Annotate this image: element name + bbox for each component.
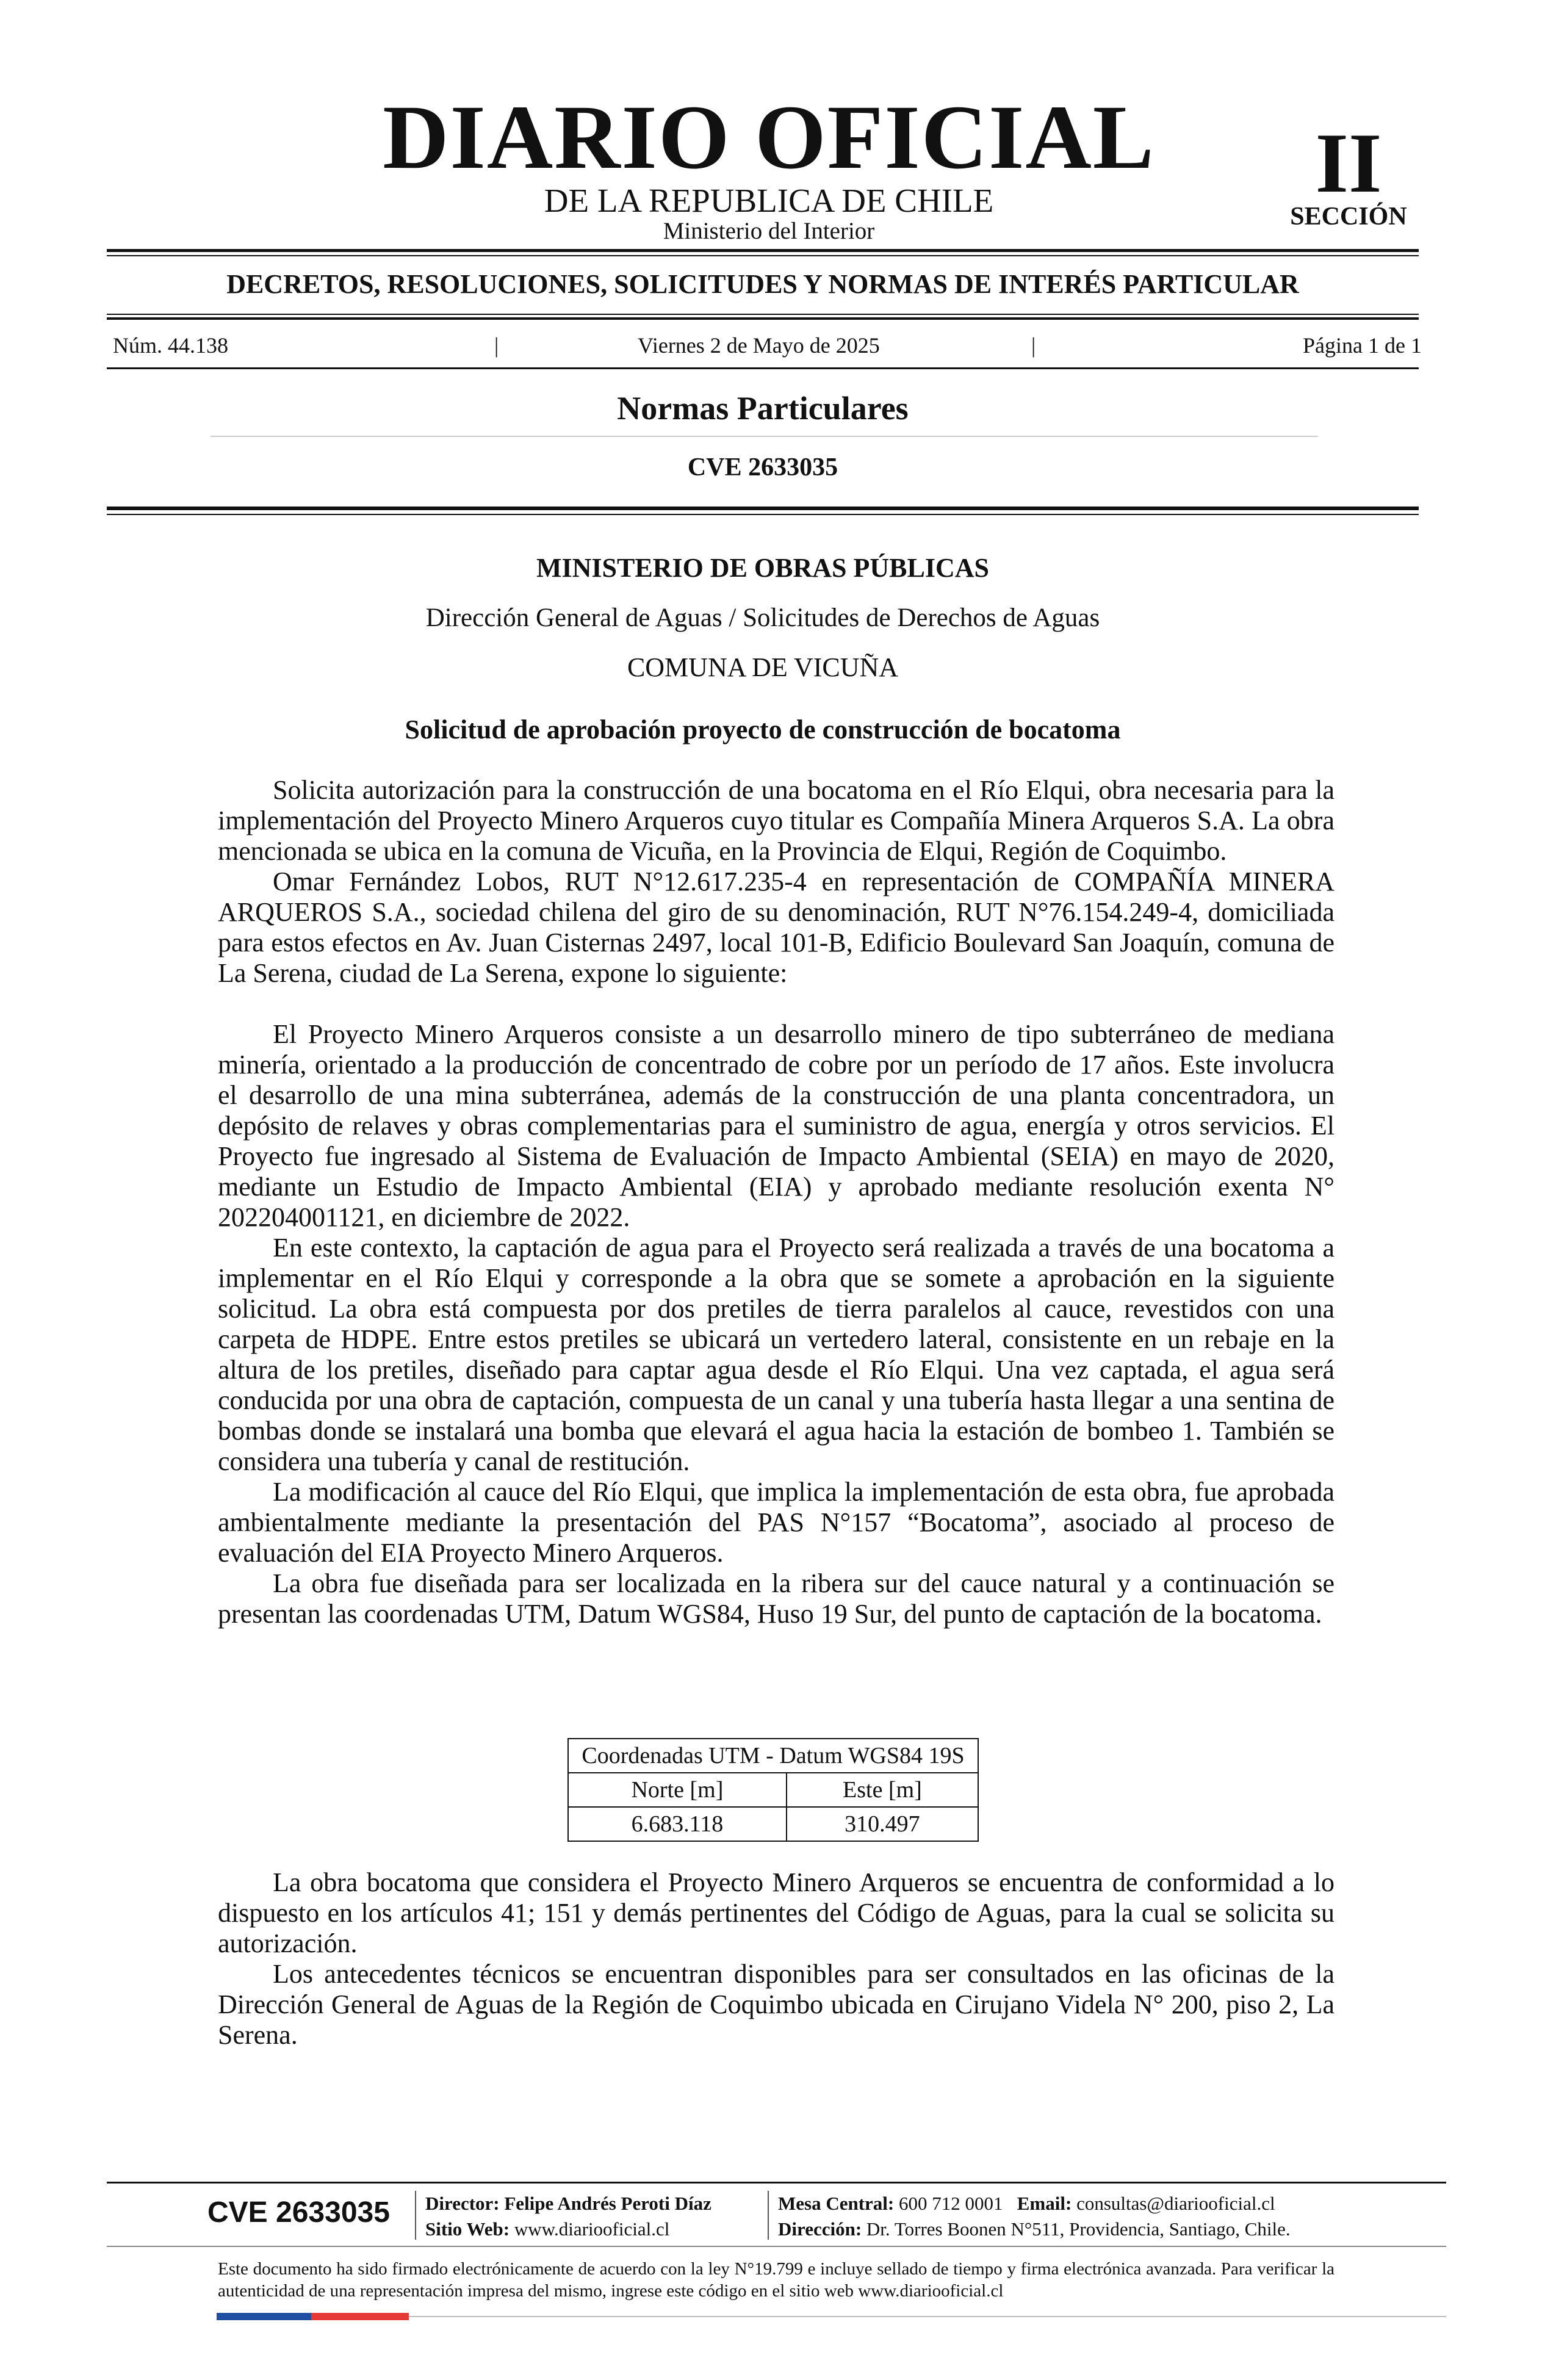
site-label: Sitio Web: xyxy=(425,2218,510,2240)
issue-separator: | xyxy=(494,333,499,358)
category-divider xyxy=(211,436,1318,437)
legal-notice: Este documento ha sido firmado electrónicamente de acuerdo con la ley N°19.799 e incluye sellado de tiempo y firma electrónica avanzada. Para verificar la autenticidad de una representación impresa del mismo, ingrese este código en el sitio web www.diariooficial.cl xyxy=(218,2259,1334,2301)
banner-rule-bottom-thick xyxy=(107,317,1419,320)
footer-rule-bottom xyxy=(107,2246,1446,2247)
footer-contact-left xyxy=(425,2191,711,2242)
header-rule-thick xyxy=(107,249,1419,252)
ministry-heading: MINISTERIO DE OBRAS PÚBLICAS xyxy=(536,553,990,583)
newspaper-subtitle: DE LA REPUBLICA DE CHILE xyxy=(544,182,994,219)
table-row xyxy=(568,1739,978,1773)
issue-rule xyxy=(107,367,1419,369)
comuna-heading: COMUNA DE VICUÑA xyxy=(627,652,899,682)
director-label: Director: xyxy=(425,2193,500,2214)
table-header-cell: Este [m] xyxy=(787,1773,978,1807)
table-row xyxy=(568,1807,978,1841)
mesa-phone: 600 712 0001 xyxy=(899,2193,1003,2214)
document-title: Solicitud de aprobación proyecto de construcción de bocatoma xyxy=(405,715,1121,745)
document-body-closing xyxy=(218,1867,1334,2050)
section-label: SECCIÓN xyxy=(1290,203,1407,231)
category-title: Normas Particulares xyxy=(617,390,909,427)
table-row xyxy=(568,1773,978,1807)
newspaper-title: DIARIO OFICIAL xyxy=(383,87,1155,188)
issue-number: Núm. 44.138 xyxy=(113,333,228,358)
address-label: Dirección: xyxy=(778,2218,862,2240)
footer-contact-right xyxy=(778,2191,1291,2242)
body-paragraph: La obra fue diseñada para ser localizada en la ribera sur del cauce natural y a continuación se presentan las coordenadas UTM, Datum WGS84, Huso 19 Sur, del punto de captación de la bocatoma. xyxy=(218,1568,1334,1629)
direction-heading: Dirección General de Aguas / Solicitudes de Derechos de Aguas xyxy=(425,604,1100,632)
body-paragraph: El Proyecto Minero Arqueros consiste a un desarrollo minero de tipo subterráneo de mediana minería, orientado a la producción de concentrado de cobre por un período de 17 años. Este involucra el desarrollo de una mina subterránea, además de la construcción de una planta concentradora, un depósito de relaves y obras complementarias para el suministro de agua, energía y otros servicios. El Proyecto fue ingresado al Sistema de Evaluación de Impacto Ambiental (SEIA) en mayo de 2020, mediante un Estudio de Impacto Ambiental (EIA) y aprobado mediante resolución exenta N° 202204001121, en diciembre de 2022. xyxy=(218,1019,1334,1232)
banner-rule-bottom-thin xyxy=(107,314,1419,315)
issue-page: Página 1 de 1 xyxy=(1303,333,1422,358)
coordinates-table xyxy=(567,1738,979,1842)
section-banner: DECRETOS, RESOLUCIONES, SOLICITUDES Y NORMAS DE INTERÉS PARTICULAR xyxy=(226,269,1299,299)
document-body xyxy=(218,775,1334,1629)
flag-bar-line xyxy=(409,2316,1446,2317)
cve-rule-thick xyxy=(107,507,1419,510)
email-label: Email: xyxy=(1017,2193,1072,2214)
body-paragraph: En este contexto, la captación de agua para el Proyecto será realizada a través de una bocatoma a implementar en el Río Elqui y corresponde a la obra que se somete a aprobación en la siguiente solicitud. La obra está compuesta por dos pretiles de tierra paralelos al cauce, revestidos con una carpeta de HDPE. Entre estos pretiles se ubicará un vertedero lateral, consistente en un rebaje en la altura de los pretiles, diseñado para captar agua desde el Río Elqui. Una vez captada, el agua será conducida por una obra de captación, compuesta de un canal y una tubería hasta llegar a una sentina de bombas donde se instalará una bomba que elevará el agua hacia la estación de bombeo 1. También se considera una tubería y canal de restitución. xyxy=(218,1233,1334,1476)
mesa-label: Mesa Central: xyxy=(778,2193,895,2214)
body-paragraph: La modificación al cauce del Río Elqui, que implica la implementación de esta obra, fue aprobada ambientalmente mediante la presentación del PAS N°157 “Bocatoma”, asociado al proceso de evaluación del EIA Proyecto Minero Arqueros. xyxy=(218,1477,1334,1568)
issue-date: Viernes 2 de Mayo de 2025 xyxy=(638,333,880,358)
footer-divider xyxy=(768,2191,769,2240)
masthead xyxy=(342,87,1196,245)
section-indicator xyxy=(1269,116,1428,231)
site-link[interactable]: www.diariooficial.cl xyxy=(514,2218,670,2240)
table-header-cell: Norte [m] xyxy=(568,1773,787,1807)
table-cell: 310.497 xyxy=(787,1807,978,1841)
body-paragraph: Solicita autorización para la construcción de una bocatoma en el Río Elqui, obra necesaria para la implementación del Proyecto Minero Arqueros cuyo titular es Compañía Minera Arqueros S.A. La obra mencionada se ubica en la comuna de Vicuña, en la Provincia de Elqui, Región de Coquimbo. xyxy=(218,775,1334,866)
section-number: II xyxy=(1315,116,1382,211)
header-rule-thin xyxy=(107,255,1419,256)
issue-separator: | xyxy=(1031,333,1036,358)
newspaper-ministry: Ministerio del Interior xyxy=(663,217,875,244)
table-caption-cell: Coordenadas UTM - Datum WGS84 19S xyxy=(568,1739,978,1773)
footer-cve-code: CVE 2633035 xyxy=(207,2196,390,2229)
footer-divider xyxy=(415,2191,416,2240)
flag-bar-red xyxy=(311,2313,409,2320)
email-link[interactable]: consultas@diariooficial.cl xyxy=(1076,2193,1275,2214)
body-paragraph: La obra bocatoma que considera el Proyecto Minero Arqueros se encuentra de conformidad a lo dispuesto en los artículos 41; 151 y demás pertinentes del Código de Aguas, para la cual se solicita su autorización. xyxy=(218,1867,1334,1958)
director-name: Felipe Andrés Peroti Díaz xyxy=(504,2193,711,2214)
cve-rule-thin xyxy=(107,514,1419,515)
flag-bar-blue xyxy=(217,2313,311,2320)
table-cell: 6.683.118 xyxy=(568,1807,787,1841)
body-paragraph: Omar Fernández Lobos, RUT N°12.617.235-4 en representación de COMPAÑÍA MINERA ARQUEROS S.A., sociedad chilena del giro de su denominación, RUT N°76.154.249-4, domiciliada para estos efectos en Av. Juan Cisternas 2497, local 101-B, Edificio Boulevard San Joaquín, comuna de La Serena, ciudad de La Serena, expone lo siguiente: xyxy=(218,867,1334,988)
address-value: Dr. Torres Boonen N°511, Providencia, Santiago, Chile. xyxy=(866,2218,1291,2240)
footer-rule xyxy=(107,2182,1446,2183)
body-paragraph: Los antecedentes técnicos se encuentran disponibles para ser consultados en las oficinas de la Dirección General de Aguas de la Región de Coquimbo ubicada en Cirujano Videla N° 200, piso 2, La Serena. xyxy=(218,1959,1334,2050)
cve-code: CVE 2633035 xyxy=(687,453,838,481)
